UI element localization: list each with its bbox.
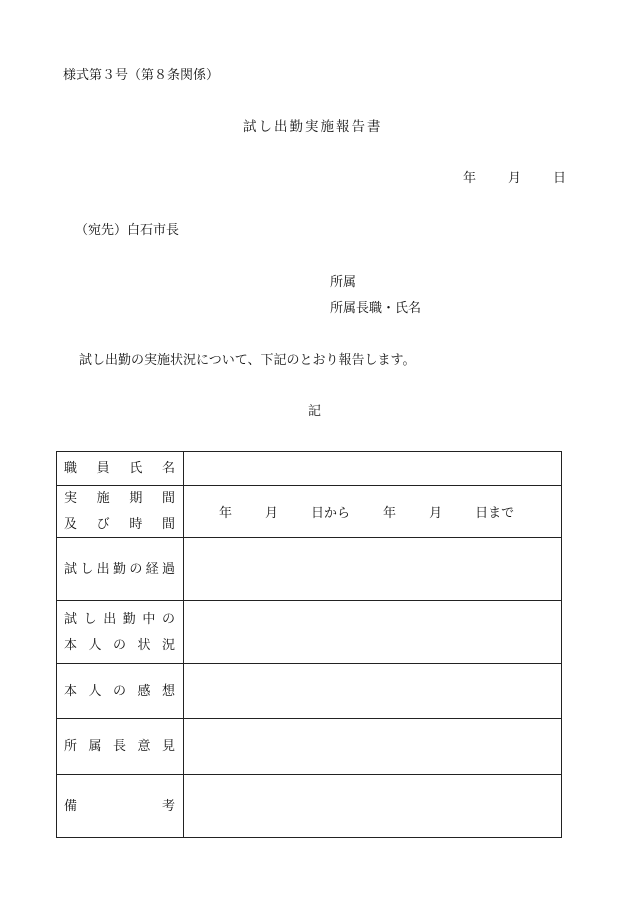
table-row	[57, 664, 562, 719]
field-remarks[interactable]	[184, 775, 562, 838]
field-person-status[interactable]	[184, 601, 562, 664]
label-remarks: 備 考	[57, 775, 184, 838]
date-year: 年	[463, 171, 477, 186]
field-trial-progress[interactable]	[184, 538, 562, 601]
period-month-to: 月	[429, 506, 443, 521]
head-title-name-label: 所属長職・氏名	[330, 301, 422, 316]
report-table	[56, 451, 562, 838]
table-row	[57, 719, 562, 775]
date-month: 月	[508, 171, 522, 186]
label-head-opinion: 所 属 長 意 見	[57, 719, 184, 775]
field-impressions[interactable]	[184, 664, 562, 719]
form-number: 様式第３号（第８条関係）	[63, 68, 220, 83]
intro-text: 試し出勤の実施状況について、下記のとおり報告します。	[79, 353, 416, 368]
label-period-time: 実 施 期 間 及 び 時 間	[57, 486, 184, 538]
date-line	[463, 172, 566, 185]
table-row	[57, 601, 562, 664]
field-period-time[interactable]	[184, 486, 562, 538]
label-person-status: 試 し 出 勤 中 の 本 人 の 状 況	[57, 601, 184, 664]
table-row	[57, 452, 562, 486]
table-row	[57, 538, 562, 601]
addressee: （宛先）白石市長	[75, 223, 180, 238]
affiliation-label: 所属	[330, 275, 357, 290]
period-day-to: 日まで	[475, 506, 515, 521]
table-row	[57, 486, 562, 538]
date-day: 日	[553, 171, 567, 186]
document-title: 試し出勤実施報告書	[243, 119, 383, 135]
period-day-from: 日から	[311, 506, 351, 521]
label-impressions: 本 人 の 感 想	[57, 664, 184, 719]
field-head-opinion[interactable]	[184, 719, 562, 775]
field-staff-name[interactable]	[184, 452, 562, 486]
label-trial-progress: 試 し 出 勤 の 経 過	[57, 538, 184, 601]
table-row	[57, 775, 562, 838]
label-staff-name: 職 員 氏 名	[57, 452, 184, 486]
period-month-from: 月	[265, 506, 279, 521]
period-year-to: 年	[383, 506, 397, 521]
ki-heading: 記	[308, 404, 322, 419]
period-year-from: 年	[219, 506, 233, 521]
